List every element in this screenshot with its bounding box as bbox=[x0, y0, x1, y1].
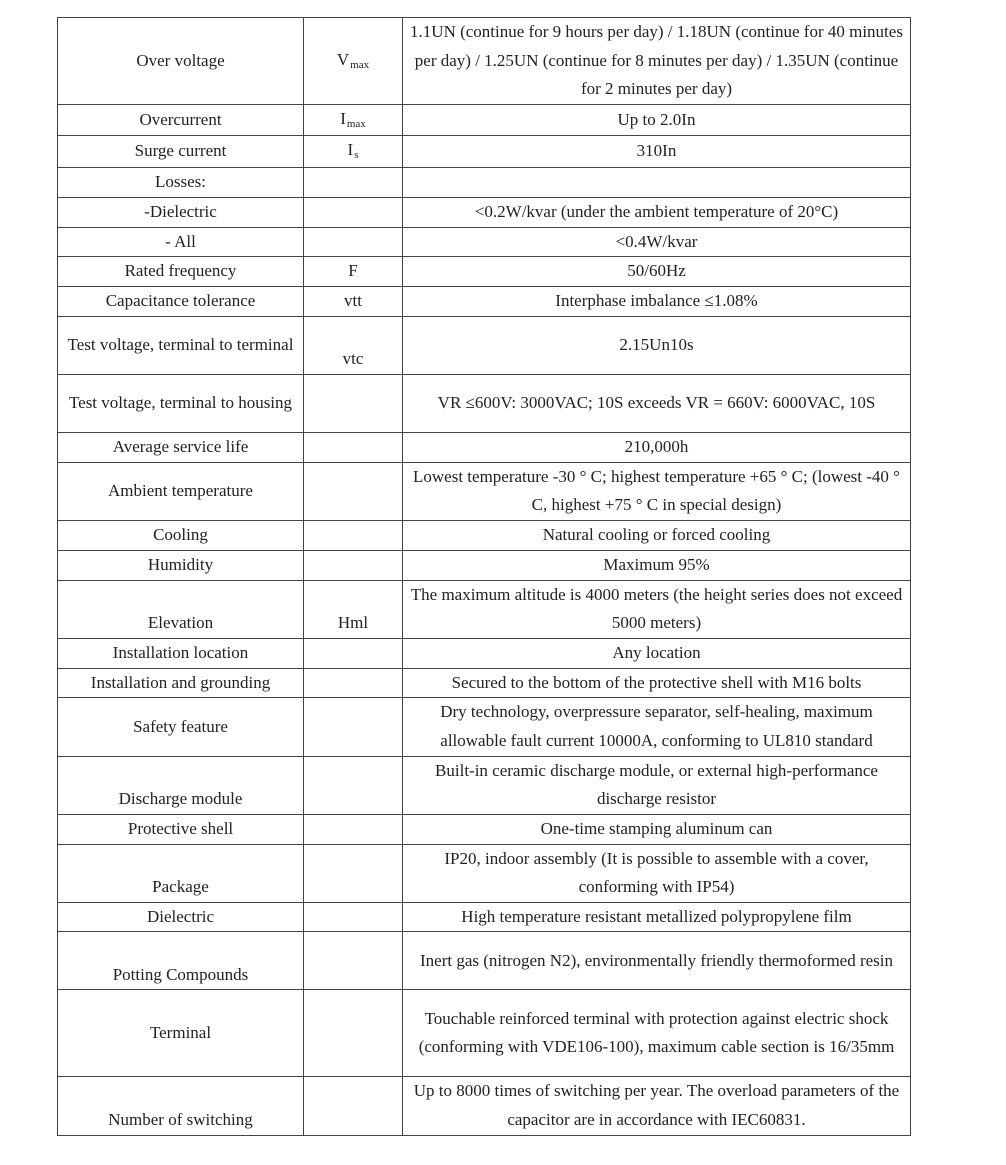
table-row bbox=[58, 227, 911, 257]
param-cell: Over voltage bbox=[58, 18, 304, 105]
symbol-cell bbox=[304, 668, 403, 698]
param-cell: Test voltage, terminal to terminal bbox=[58, 316, 304, 374]
param-cell: Test voltage, terminal to housing bbox=[58, 374, 304, 432]
symbol-cell: Vmax bbox=[304, 18, 403, 105]
value-cell: <0.2W/kvar (under the ambient temperature of 20°C) bbox=[403, 197, 911, 227]
table-row bbox=[58, 638, 911, 668]
value-cell: Natural cooling or forced cooling bbox=[403, 520, 911, 550]
table-row bbox=[58, 580, 911, 638]
param-cell: Losses: bbox=[58, 167, 304, 197]
param-cell: Ambient temperature bbox=[58, 462, 304, 520]
symbol-cell bbox=[304, 550, 403, 580]
value-cell: Secured to the bottom of the protective shell with M16 bolts bbox=[403, 668, 911, 698]
symbol-cell: F bbox=[304, 257, 403, 287]
value-cell: Touchable reinforced terminal with protection against electric shock (conforming with VDE106-100), maximum cable section is 16/35mm bbox=[403, 990, 911, 1077]
param-cell: Terminal bbox=[58, 990, 304, 1077]
table-row bbox=[58, 550, 911, 580]
symbol-cell bbox=[304, 197, 403, 227]
param-cell: Capacitance tolerance bbox=[58, 287, 304, 317]
symbol-cell: vtc bbox=[304, 316, 403, 374]
value-cell: 1.1UN (continue for 9 hours per day) / 1.18UN (continue for 40 minutes per day) / 1.25UN (continue for 8 minutes per day) / 1.35UN (continue for 2 minutes per day) bbox=[403, 18, 911, 105]
value-cell: IP20, indoor assembly (It is possible to assemble with a cover, conforming with IP54) bbox=[403, 844, 911, 902]
param-cell: Safety feature bbox=[58, 698, 304, 756]
param-cell: Cooling bbox=[58, 520, 304, 550]
symbol-cell bbox=[304, 1077, 403, 1135]
table-row bbox=[58, 197, 911, 227]
value-cell: Up to 2.0In bbox=[403, 104, 911, 136]
param-cell: Number of switching bbox=[58, 1077, 304, 1135]
table-row bbox=[58, 932, 911, 990]
symbol-cell bbox=[304, 756, 403, 814]
param-cell: Humidity bbox=[58, 550, 304, 580]
value-cell: Dry technology, overpressure separator, self-healing, maximum allowable fault current 10000A, conforming to UL810 standard bbox=[403, 698, 911, 756]
table-row bbox=[58, 520, 911, 550]
symbol-cell bbox=[304, 990, 403, 1077]
table-row bbox=[58, 287, 911, 317]
symbol-cell: Imax bbox=[304, 104, 403, 136]
table-row bbox=[58, 316, 911, 374]
table-row bbox=[58, 104, 911, 136]
table-row bbox=[58, 167, 911, 197]
value-cell: One-time stamping aluminum can bbox=[403, 814, 911, 844]
table-row bbox=[58, 18, 911, 105]
value-cell: Up to 8000 times of switching per year. The overload parameters of the capacitor are in accordance with IEC60831. bbox=[403, 1077, 911, 1135]
value-cell: 210,000h bbox=[403, 432, 911, 462]
value-cell: 310In bbox=[403, 136, 911, 168]
param-cell: -Dielectric bbox=[58, 197, 304, 227]
table-row bbox=[58, 844, 911, 902]
table-row bbox=[58, 1077, 911, 1135]
symbol-cell bbox=[304, 227, 403, 257]
table-row bbox=[58, 990, 911, 1077]
value-cell: Any location bbox=[403, 638, 911, 668]
table-row bbox=[58, 462, 911, 520]
table-row bbox=[58, 756, 911, 814]
param-cell: Average service life bbox=[58, 432, 304, 462]
param-cell: Protective shell bbox=[58, 814, 304, 844]
table-row bbox=[58, 668, 911, 698]
value-cell: High temperature resistant metallized polypropylene film bbox=[403, 902, 911, 932]
symbol-cell: vtt bbox=[304, 287, 403, 317]
value-cell: 2.15Un10s bbox=[403, 316, 911, 374]
value-cell: Maximum 95% bbox=[403, 550, 911, 580]
param-cell: Elevation bbox=[58, 580, 304, 638]
table-row bbox=[58, 698, 911, 756]
param-cell: Installation location bbox=[58, 638, 304, 668]
symbol-cell bbox=[304, 638, 403, 668]
param-cell: - All bbox=[58, 227, 304, 257]
value-cell: Lowest temperature -30 ° C; highest temperature +65 ° C; (lowest -40 ° C, highest +75 ° C in special design) bbox=[403, 462, 911, 520]
value-cell: <0.4W/kvar bbox=[403, 227, 911, 257]
symbol-cell bbox=[304, 374, 403, 432]
value-cell: Inert gas (nitrogen N2), environmentally friendly thermoformed resin bbox=[403, 932, 911, 990]
table-row bbox=[58, 374, 911, 432]
param-cell: Overcurrent bbox=[58, 104, 304, 136]
value-cell: 50/60Hz bbox=[403, 257, 911, 287]
value-cell bbox=[403, 167, 911, 197]
symbol-cell: Hml bbox=[304, 580, 403, 638]
table-row bbox=[58, 432, 911, 462]
table-row bbox=[58, 257, 911, 287]
symbol-cell bbox=[304, 698, 403, 756]
param-cell: Potting Compounds bbox=[58, 932, 304, 990]
table-row bbox=[58, 814, 911, 844]
param-cell: Rated frequency bbox=[58, 257, 304, 287]
symbol-cell bbox=[304, 167, 403, 197]
symbol-cell bbox=[304, 462, 403, 520]
value-cell: The maximum altitude is 4000 meters (the height series does not exceed 5000 meters) bbox=[403, 580, 911, 638]
symbol-cell bbox=[304, 902, 403, 932]
value-cell: Built-in ceramic discharge module, or external high-performance discharge resistor bbox=[403, 756, 911, 814]
value-cell: VR ≤600V: 3000VAC; 10S exceeds VR = 660V: 6000VAC, 10S bbox=[403, 374, 911, 432]
param-cell: Discharge module bbox=[58, 756, 304, 814]
symbol-cell bbox=[304, 932, 403, 990]
symbol-cell bbox=[304, 844, 403, 902]
symbol-cell bbox=[304, 432, 403, 462]
value-cell: Interphase imbalance ≤1.08% bbox=[403, 287, 911, 317]
table-row bbox=[58, 136, 911, 168]
param-cell: Installation and grounding bbox=[58, 668, 304, 698]
table-row bbox=[58, 902, 911, 932]
param-cell: Surge current bbox=[58, 136, 304, 168]
symbol-cell bbox=[304, 520, 403, 550]
spec-table bbox=[57, 17, 911, 1136]
param-cell: Package bbox=[58, 844, 304, 902]
symbol-cell: Is bbox=[304, 136, 403, 168]
symbol-cell bbox=[304, 814, 403, 844]
param-cell: Dielectric bbox=[58, 902, 304, 932]
